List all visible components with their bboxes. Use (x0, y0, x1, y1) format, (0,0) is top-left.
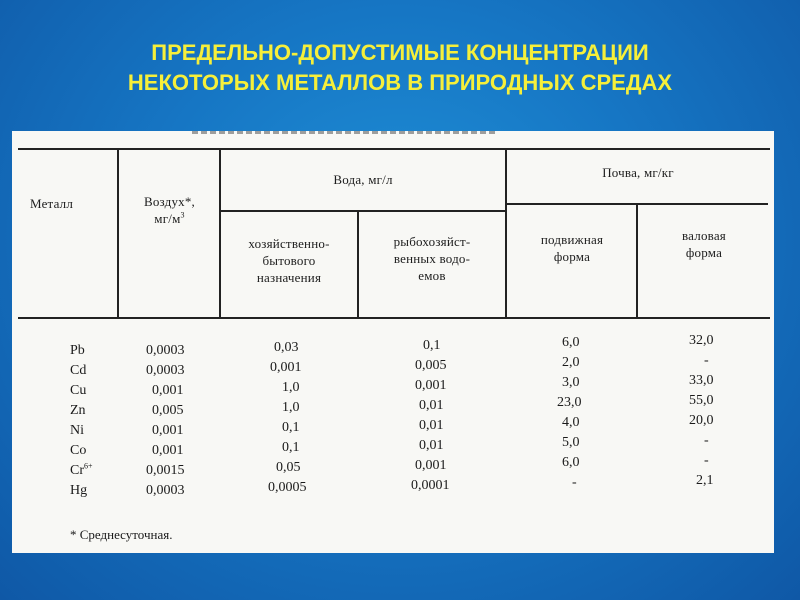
cell-air-4: 0,001 (152, 423, 184, 438)
cell-metal-4 (70, 421, 84, 441)
cell-soil-total-7: 2,1 (696, 473, 714, 488)
header-air-unit: мг/м (154, 211, 181, 226)
cell-soil-total-1: - (704, 353, 709, 368)
cell-water-fish-7: 0,0001 (411, 478, 450, 493)
cell-soil-mobile-5: 5,0 (562, 435, 580, 450)
table-footnote: * Среднесуточная. (70, 527, 173, 542)
header-air (122, 193, 217, 227)
cell-soil-total-0: 32,0 (689, 333, 714, 348)
cell-soil-mobile-4: 4,0 (562, 415, 580, 430)
cell-water-household-5: 0,1 (282, 440, 300, 455)
cell-water-household-2: 1,0 (282, 380, 300, 395)
cell-metal-2 (70, 381, 86, 401)
title-line-1: ПРЕДЕЛЬНО-ДОПУСТИМЫЕ КОНЦЕНТРАЦИИ (151, 40, 649, 65)
col-divider-3 (357, 210, 359, 318)
cell-metal-3 (70, 401, 86, 421)
metal-symbol: Pb (70, 343, 85, 358)
cell-soil-total-6: - (704, 453, 709, 468)
cell-soil-mobile-1: 2,0 (562, 355, 580, 370)
cell-water-fish-6: 0,001 (415, 458, 447, 473)
cell-water-household-4: 0,1 (282, 420, 300, 435)
title-line-2: НЕКОТОРЫХ МЕТАЛЛОВ В ПРИРОДНЫХ СРЕДАХ (127, 70, 673, 95)
header-air-label: Воздух*, (143, 194, 196, 209)
scanned-table-document (12, 131, 774, 553)
cell-soil-mobile-0: 6,0 (562, 335, 580, 350)
cell-water-household-6: 0,05 (276, 460, 301, 475)
metal-superscript: 6+ (84, 461, 93, 471)
metal-symbol: Cu (70, 383, 87, 398)
metal-symbol: Zn (70, 403, 86, 418)
slide-title (0, 38, 800, 98)
cell-air-7: 0,0003 (146, 483, 185, 498)
cell-water-household-1: 0,001 (270, 360, 302, 375)
cell-soil-mobile-7: - (572, 475, 577, 490)
cell-metal-1 (70, 361, 86, 381)
cell-air-5: 0,001 (152, 443, 184, 458)
cell-water-household-7: 0,0005 (268, 480, 307, 495)
cell-metal-7 (70, 481, 87, 501)
cell-water-fish-0: 0,1 (423, 338, 441, 353)
cell-soil-mobile-6: 6,0 (562, 455, 580, 470)
cell-water-fish-2: 0,001 (415, 378, 447, 393)
header-air-unit-wrap (122, 210, 217, 227)
header-bottom-rule (18, 317, 770, 319)
cell-water-fish-5: 0,01 (419, 438, 444, 453)
header-water-fish: рыбохозяйст- венных водо- емов (393, 234, 471, 283)
cell-air-0: 0,0003 (146, 343, 185, 358)
cell-air-2: 0,001 (152, 383, 184, 398)
metal-symbol: Hg (70, 483, 88, 498)
cell-soil-total-5: - (704, 433, 709, 448)
cell-soil-mobile-3: 23,0 (557, 395, 582, 410)
cell-soil-mobile-2: 3,0 (562, 375, 580, 390)
cell-water-household-3: 1,0 (282, 400, 300, 415)
col-divider-5 (636, 203, 638, 318)
table-top-rule (18, 148, 770, 150)
col-divider-1 (117, 148, 119, 318)
cell-water-fish-3: 0,01 (419, 398, 444, 413)
cell-soil-total-4: 20,0 (689, 413, 714, 428)
cell-water-fish-4: 0,01 (419, 418, 444, 433)
header-metal: Металл (30, 196, 74, 211)
cell-metal-0 (70, 341, 85, 361)
scan-artifact (192, 131, 497, 134)
cell-water-fish-1: 0,005 (415, 358, 447, 373)
cell-air-3: 0,005 (152, 403, 184, 418)
cell-air-6: 0,0015 (146, 463, 185, 478)
cell-water-household-0: 0,03 (274, 340, 299, 355)
col-divider-4 (505, 148, 507, 318)
cell-soil-total-2: 33,0 (689, 373, 714, 388)
subheader-rule-water (219, 210, 507, 212)
cell-air-1: 0,0003 (146, 363, 185, 378)
cell-metal-5 (70, 441, 86, 461)
header-soil: Почва, мг/кг (602, 165, 674, 180)
metal-symbol: Co (70, 443, 87, 458)
header-soil-total: валовая форма (682, 228, 726, 260)
metal-symbol: Cd (70, 363, 87, 378)
col-divider-2 (219, 148, 221, 318)
header-soil-mobile: подвижная форма (540, 232, 604, 264)
metal-symbol: Cr (70, 463, 84, 478)
header-water-household: хозяйственно- бытового назначения (248, 236, 330, 285)
header-air-unit-sup: 3 (180, 210, 185, 220)
cell-soil-total-3: 55,0 (689, 393, 714, 408)
header-water: Вода, мг/л (333, 172, 393, 187)
metal-symbol: Ni (70, 423, 84, 438)
cell-metal-6 (70, 461, 93, 481)
